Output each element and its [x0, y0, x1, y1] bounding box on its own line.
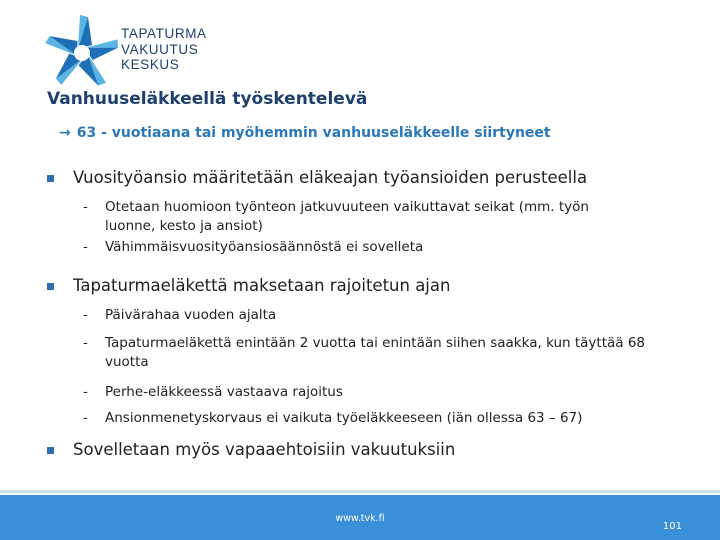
sub-bullet-text: Tapaturmaeläkettä enintään 2 vuotta tai enintään siihen saakka, kun täyttää 68 vuotta [105, 335, 646, 370]
square-bullet-icon [47, 175, 54, 182]
slide-title: Vanhuuseläkkeellä työskentelevä [47, 89, 368, 109]
logo-line-2: VAKUUTUS [121, 41, 199, 57]
page-number: 101 [662, 521, 682, 532]
logo-wordmark [121, 26, 207, 73]
dash-bullet-icon: - [83, 307, 88, 323]
sub-bullet-text: Perhe-eläkkeessä vastaava rajoitus [105, 384, 343, 400]
footer-url-link[interactable]: www.tvk.fi [335, 513, 385, 524]
bullet-text: Vuosityöansio määritetään eläkeajan työansioiden perusteella [73, 168, 588, 187]
square-bullet-icon [47, 283, 54, 290]
square-bullet-icon [47, 447, 54, 454]
dash-bullet-icon: - [83, 410, 88, 426]
subtitle-text: 63 - vuotiaana tai myöhemmin vanhuuseläkkeelle siirtyneet [76, 125, 551, 141]
bullet-text: Tapaturmaeläkettä maksetaan rajoitetun ajan [73, 276, 451, 295]
logo-line-3: KESKUS [121, 57, 180, 72]
sub-bullet-text: Vähimmäisvuosityöansiosäännöstä ei sovelleta [105, 239, 424, 255]
footer-bar [0, 495, 720, 540]
dash-bullet-icon: - [83, 199, 88, 215]
arrow-right-icon: → [59, 125, 71, 141]
sub-bullet-text: Otetaan huomioon työnteon jatkuvuuteen vaikuttavat seikat (mm. työn luonne, kesto ja ansiot) [105, 199, 589, 234]
logo-line-1: TAPATURMA [121, 26, 207, 41]
sub-bullet-text: Päivärahaa vuoden ajalta [105, 307, 277, 323]
bullet-text: Sovelletaan myös vapaaehtoisiin vakuutuksiin [73, 440, 456, 459]
sub-bullet-text: Ansionmenetyskorvaus ei vaikuta työeläkkeeseen (iän ollessa 63 – 67) [105, 410, 583, 426]
slide-subtitle [59, 125, 551, 141]
tvk-star-logo-icon [40, 12, 124, 94]
dash-bullet-icon: - [83, 239, 88, 255]
dash-bullet-icon: - [83, 384, 88, 400]
footer-divider [0, 490, 720, 493]
dash-bullet-icon: - [83, 335, 88, 351]
